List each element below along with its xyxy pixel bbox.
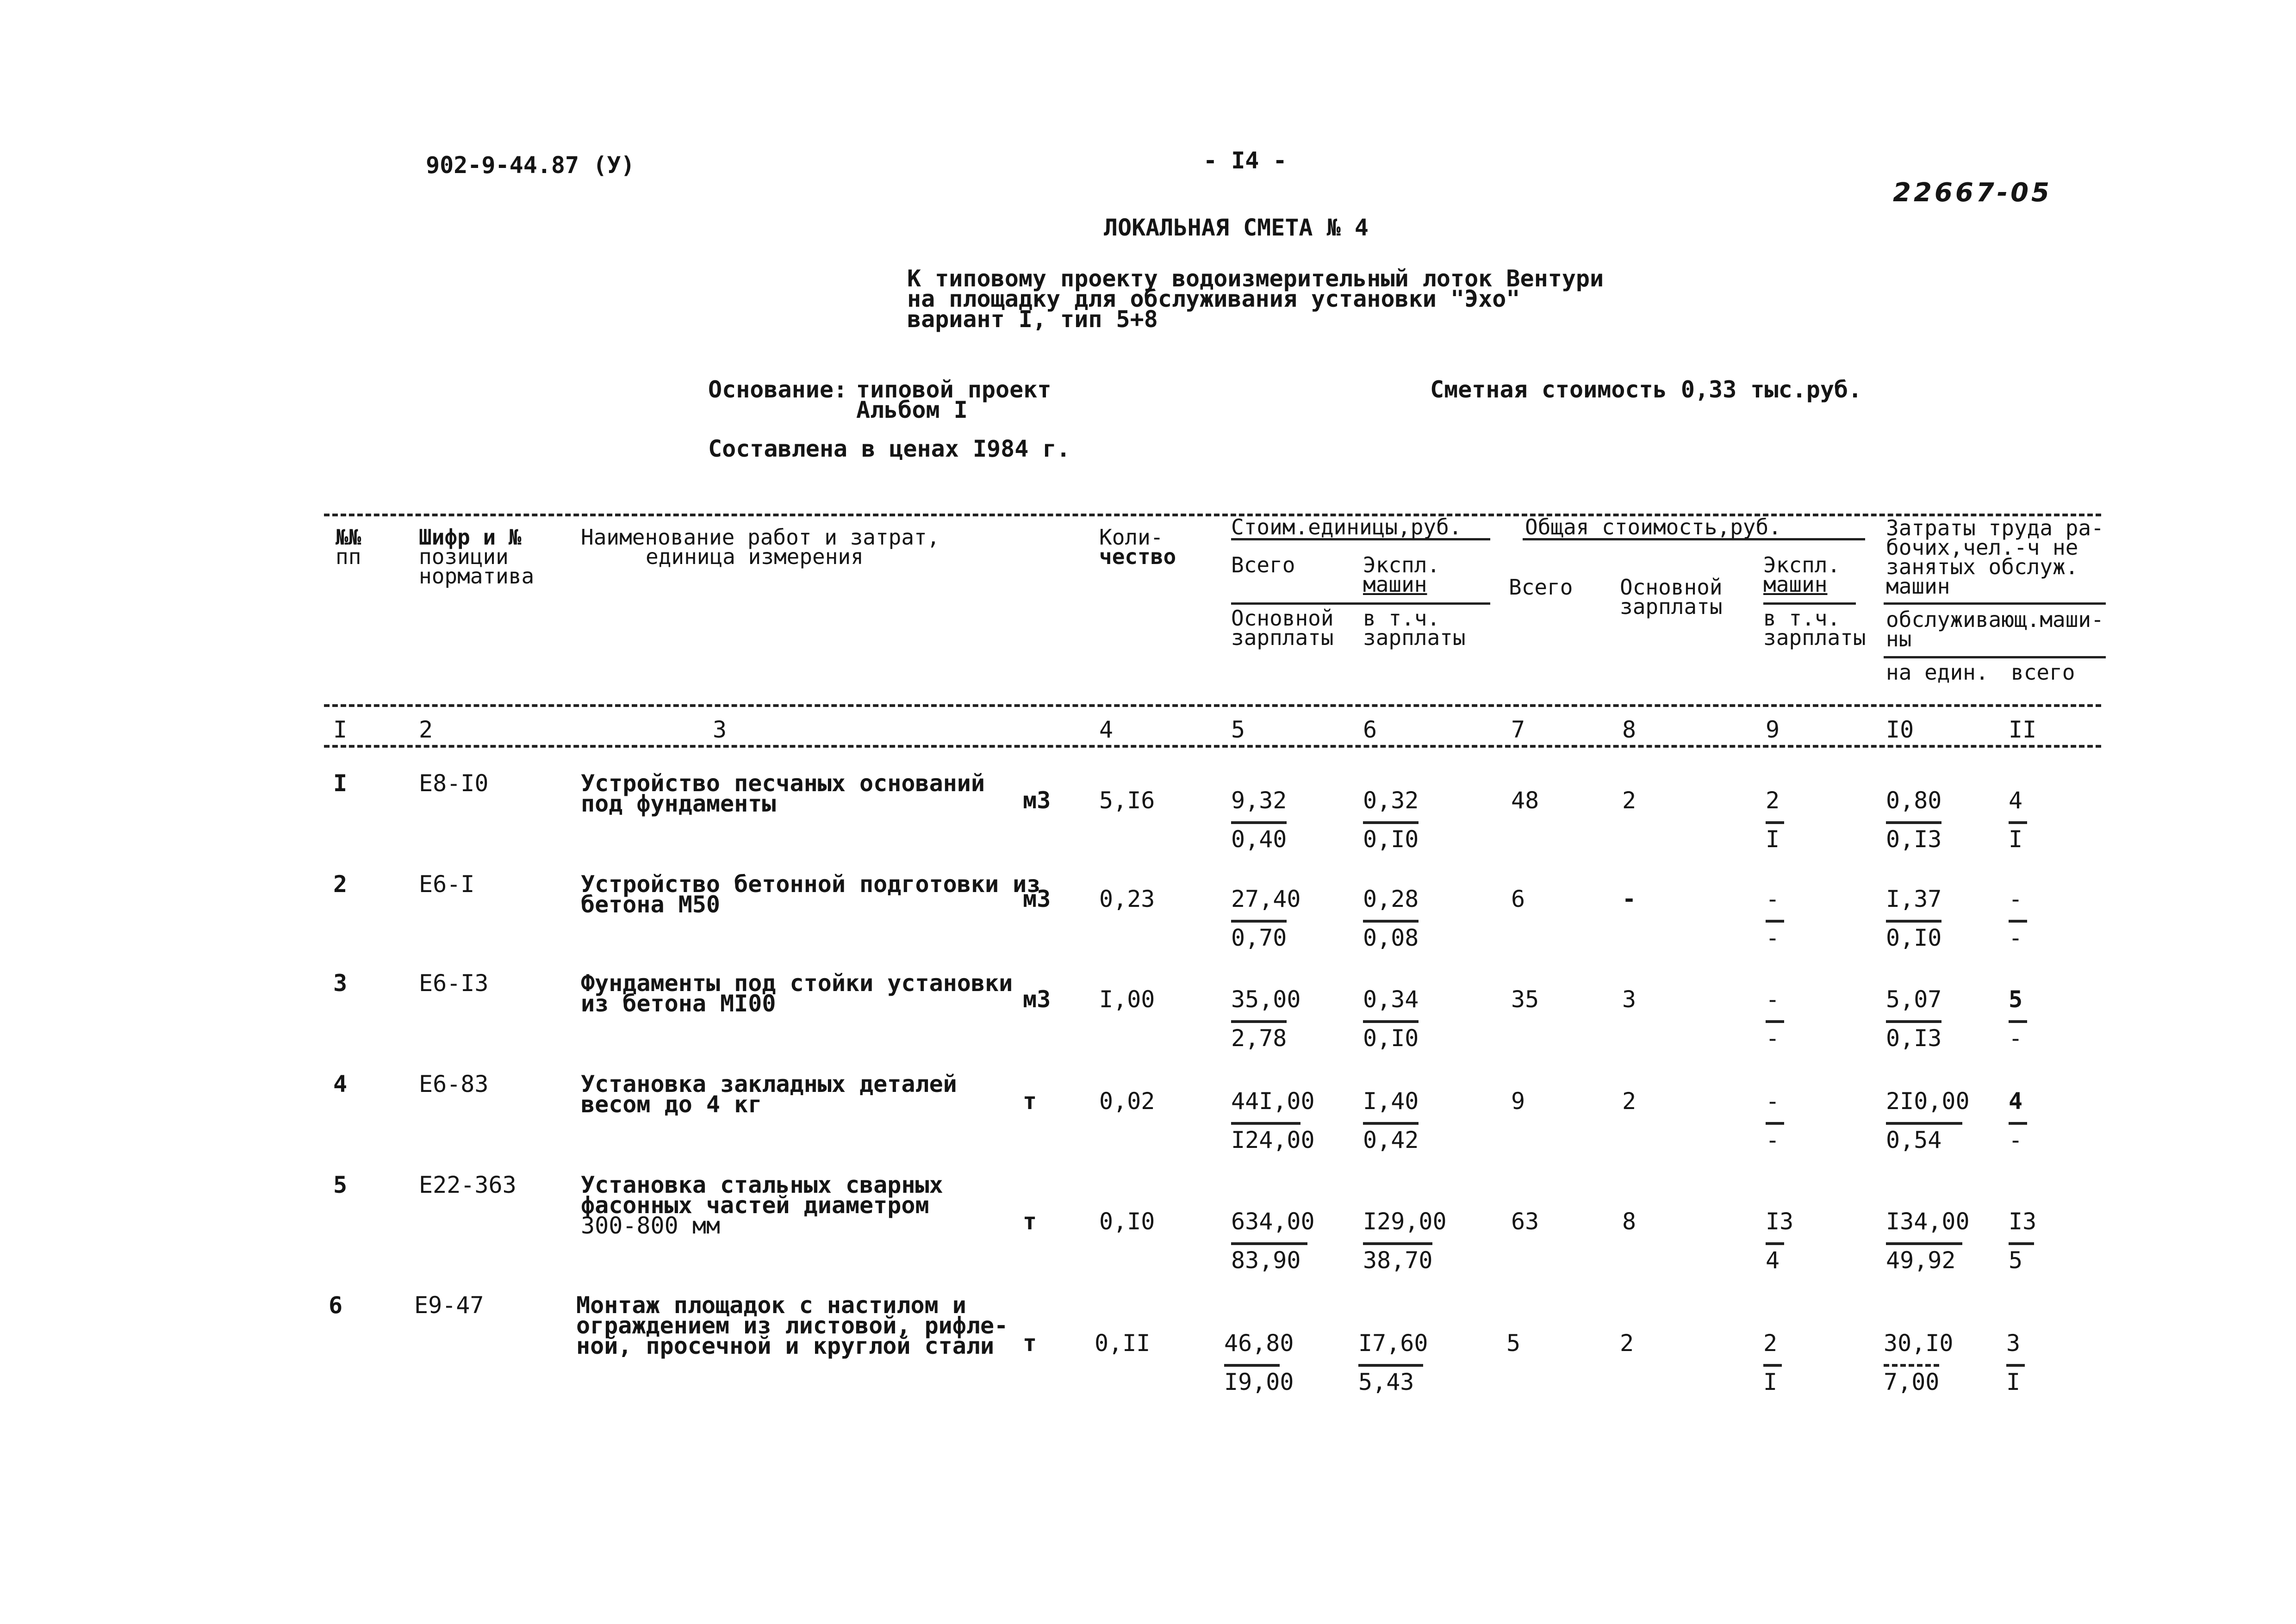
quantity: 0,23 [1099,886,1155,912]
column-number: 4 [1099,716,1114,743]
subtitle-line: на площадку для обслуживания установки "Эхо" [907,285,1520,312]
row-number: 5 [333,1172,348,1198]
col2-header: норматива [419,564,535,589]
unit-cost-total-and-wages: 27,40 0,70 [1231,886,1301,951]
col7-header: Всего [1509,575,1573,600]
row-number: I [333,770,348,797]
col3-header: Наименование работ и затрат, [581,525,940,550]
labor-sub-rule [1884,656,2106,658]
col6-header: машин [1363,572,1427,597]
unit-cost-split-rule [1231,602,1490,605]
estimated-cost: Сметная стоимость 0,33 тыс.руб. [1430,376,1862,403]
unit: м3 [1023,787,1051,814]
unit-cost-machines: 0,32 0,I0 [1363,787,1419,853]
unit: т [1023,1330,1037,1357]
unit: м3 [1023,886,1051,912]
total-cost: 6 [1511,886,1525,912]
row-number: 6 [329,1292,343,1319]
unit: м3 [1023,986,1051,1013]
col5-subheader: зарплаты [1231,625,1334,650]
work-name-line: Фундаменты под стойки установки [581,970,1013,997]
labor-per-unit: I34,00 49,92 [1886,1208,1970,1274]
quantity: 5,I6 [1099,787,1155,814]
total-machines: I3 4 [1766,1208,1794,1274]
labor-group-header: Затраты труда ра- [1886,515,2104,540]
unit-cost-total-and-wages: 634,00 83,90 [1231,1208,1315,1274]
document-code: 902-9-44.87 (У) [426,152,635,179]
header-bottom-rule [324,704,2101,707]
quantity: I,00 [1099,986,1155,1013]
col8-header: Основной [1620,575,1723,600]
total-machines: 2 I [1763,1332,1851,1401]
norm-code: Е9-47 [414,1292,484,1319]
column-number: 3 [713,716,727,743]
column-number: I [333,716,348,743]
column-number: 8 [1622,716,1636,743]
labor-group-header: занятых обслуж. [1886,554,2078,579]
column-number: 7 [1511,716,1525,743]
work-name-line: бетона М50 [581,891,721,918]
work-name-line: из бетона МI00 [581,990,776,1017]
prices-note: Составлена в ценах I984 г. [708,435,1070,462]
work-name-line: фасонных частей диаметром [581,1192,929,1219]
labor-total: 4 I [2009,789,2097,858]
column-number: 6 [1363,716,1377,743]
work-name-line: Устройство песчаных оснований [581,770,985,797]
labor-subheader: ны [1886,626,1912,651]
quantity: 0,II [1095,1330,1151,1357]
col1-header: пп [336,544,361,569]
column-number: 2 [419,716,433,743]
basis-line: Альбом I [856,397,968,423]
unit: т [1023,1088,1037,1115]
col6-subheader: зарплаты [1363,625,1466,650]
quantity: 0,I0 [1099,1208,1155,1235]
total-wages: - [1622,886,1636,912]
total-machines: - - [1766,887,1854,957]
col10-header: на един. [1886,660,1989,685]
unit-cost-machines: 0,34 0,I0 [1363,986,1419,1052]
column-number: 9 [1766,716,1780,743]
unit-cost-total-and-wages: 44I,00 I24,00 [1231,1088,1315,1153]
unit-cost-total-and-wages: 35,00 2,78 [1231,986,1301,1052]
labor-per-unit: I,37 0,I0 [1886,886,1942,951]
col9-header: машин [1763,572,1828,597]
handwritten-number: 22667-05 [1893,178,2052,208]
total-cost: 5 [1506,1330,1521,1357]
basis-line: типовой проект [856,376,1052,403]
unit-cost-machines: I7,60 5,43 [1358,1330,1428,1395]
col4-header: чество [1099,544,1176,569]
col8-header: зарплаты [1620,594,1723,619]
norm-code: Е22-363 [419,1172,516,1198]
work-name-line: ограждением из листовой, рифле- [576,1312,1008,1339]
col9-subheader: в т.ч. [1763,606,1841,631]
work-name-line: под фундаменты [581,790,776,817]
col5-subheader: Основной [1231,606,1334,631]
work-name-line: весом до 4 кг [581,1091,762,1118]
labor-per-unit: 30,I0 7,00 [1884,1330,1954,1395]
work-name-line: 300-800 мм [581,1212,721,1239]
labor-total: 3 I [2006,1332,2094,1401]
unit-cost-machines: 0,28 0,08 [1363,886,1419,951]
col9-split-rule [1763,602,1856,605]
page-number: - I4 - [1203,147,1287,174]
total-machines: 2 I [1766,789,1854,858]
total-cost: 48 [1511,787,1539,814]
row-number: 4 [333,1071,348,1097]
work-name-line: ной, просечной и круглой стали [576,1333,995,1359]
unit: т [1023,1208,1037,1235]
labor-total: 5 - [2009,988,2097,1057]
total-wages: 3 [1622,986,1636,1013]
labor-per-unit: 5,07 0,I3 [1886,986,1942,1052]
norm-code: Е6-I3 [419,970,489,997]
col6-header: Экспл. [1363,552,1440,577]
unit-cost-machines: I,40 0,42 [1363,1088,1419,1153]
quantity: 0,02 [1099,1088,1155,1115]
column-number: 5 [1231,716,1245,743]
column-number: II [2009,716,2037,743]
total-cost: 63 [1511,1208,1539,1235]
norm-code: Е8-I0 [419,770,489,797]
work-name-line: Установка стальных сварных [581,1172,943,1198]
total-wages: 8 [1622,1208,1636,1235]
labor-group-header: машин [1886,574,1950,599]
total-wages: 2 [1622,1088,1636,1115]
unit-cost-machines: I29,00 38,70 [1363,1208,1447,1274]
col2-header: позиции [419,544,509,569]
total-machines: - - [1766,1090,1854,1159]
basis-label: Основание: [708,376,848,403]
labor-total: 4 - [2009,1090,2097,1159]
col1-header: №№ [336,525,361,550]
col4-header: Коли- [1099,525,1164,550]
estimate-title: ЛОКАЛЬНАЯ СМЕТА № 4 [1104,214,1369,241]
labor-subheader: обслуживающ.маши- [1886,607,2104,632]
total-machines: - - [1766,988,1854,1057]
labor-per-unit: 2I0,00 0,54 [1886,1088,1970,1153]
labor-total: - - [2009,887,2097,957]
col2-header: Шифр и № [419,525,522,550]
column-numbers-rule [324,745,2101,748]
total-cost-group-header: Общая стоимость,руб. [1525,514,1781,539]
subtitle-line: вариант I, тип 5+8 [907,306,1158,333]
work-name-line: Монтаж площадок с настилом и [576,1292,966,1319]
labor-total: I3 5 [2009,1208,2037,1274]
total-wages: 2 [1622,787,1636,814]
total-cost: 9 [1511,1088,1525,1115]
col3-header: единица измерения [646,544,864,569]
total-wages: 2 [1620,1330,1634,1357]
subtitle-line: К типовому проекту водоизмерительный лоток Вентури [907,265,1604,292]
table-top-rule [324,514,2101,516]
unit-cost-group-header: Стоим.единицы,руб. [1231,514,1462,539]
norm-code: Е6-83 [419,1071,489,1097]
col5-header: Всего [1231,552,1295,577]
column-number: I0 [1886,716,1914,743]
col9-subheader: зарплаты [1763,625,1866,650]
row-number: 2 [333,871,348,898]
unit-cost-total-and-wages: 9,32 0,40 [1231,787,1287,853]
col11-header: всего [2011,660,2075,685]
total-cost: 35 [1511,986,1539,1013]
labor-per-unit: 0,80 0,I3 [1886,787,1942,853]
labor-split-rule [1884,602,2106,605]
work-name-line: Устройство бетонной подготовки из [581,871,1041,898]
labor-group-header: бочих,чел.-ч не [1886,535,2078,560]
norm-code: Е6-I [419,871,475,898]
row-number: 3 [333,970,348,997]
col9-header: Экспл. [1763,552,1841,577]
col6-subheader: в т.ч. [1363,606,1440,631]
work-name-line: Установка закладных деталей [581,1071,957,1097]
unit-cost-total-and-wages: 46,80 I9,00 [1224,1330,1294,1395]
